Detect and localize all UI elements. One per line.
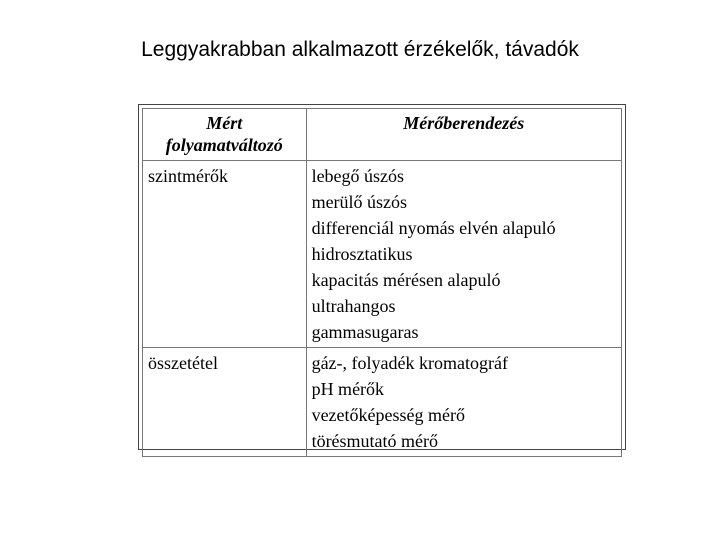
device-item: merülő úszós: [311, 192, 408, 212]
devices-cell: [306, 348, 621, 457]
device-item: lebegő úszós: [311, 166, 405, 186]
header-line: Mérőberendezés: [403, 113, 525, 133]
device-item: pH mérők: [311, 379, 385, 399]
slide-title: Leggyakrabban alkalmazott érzékelők, távadók: [141, 38, 579, 61]
sensor-table: [142, 108, 622, 457]
table-row: [143, 161, 622, 348]
device-item: ultrahangos: [311, 296, 396, 316]
device-item: gammasugaras: [311, 322, 419, 342]
device-item: kapacitás mérésen alapuló: [311, 270, 501, 290]
device-item: gáz-, folyadék kromatográf: [311, 353, 508, 373]
devices-cell: [306, 161, 621, 348]
device-item: hidrosztatikus: [311, 244, 413, 264]
header-line: folyamatváltozó: [165, 135, 283, 155]
device-item: törésmutató mérő: [311, 431, 439, 451]
device-item: vezetőképesség mérő: [311, 405, 465, 425]
table-header-row: [143, 109, 622, 161]
device-item: differenciál nyomás elvén alapuló: [311, 218, 556, 238]
variable-cell: összetétel: [143, 348, 307, 457]
table-row: [143, 348, 622, 457]
header-measuring-device: [306, 109, 621, 161]
header-measured-variable: [143, 109, 307, 161]
sensor-table-frame: [138, 104, 626, 450]
header-line: Mért: [206, 113, 243, 133]
variable-cell: szintmérők: [143, 161, 307, 348]
